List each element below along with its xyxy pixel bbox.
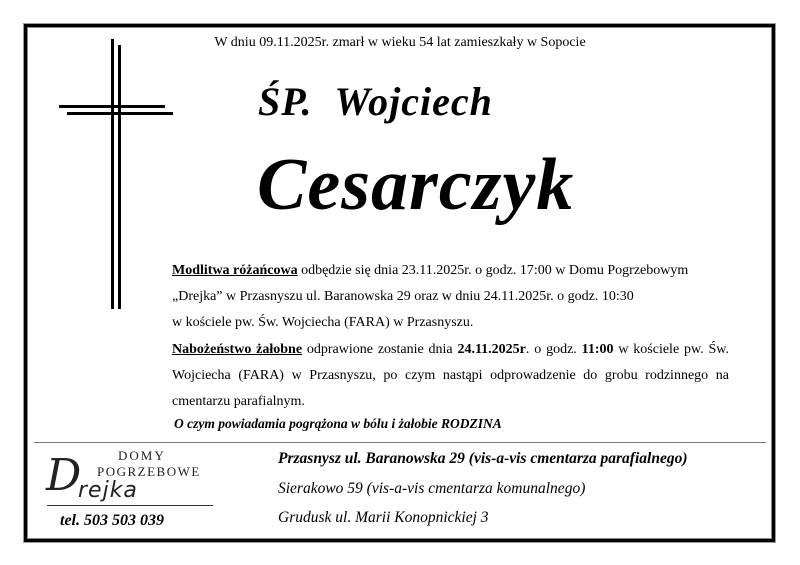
logo-initial: D xyxy=(46,450,82,501)
rosary-paragraph xyxy=(172,258,729,336)
deceased-last-name: Cesarczyk xyxy=(257,144,575,226)
funeral-date: 24.11.2025r xyxy=(457,342,526,357)
logo-pogrzebowe: POGRZEBOWE xyxy=(97,464,201,479)
funeral-text-b: . o godz. xyxy=(525,342,582,357)
funeral-text-c: w kościele pw. Św. Wojciecha (FARA) w Przasnyszu, po czym nastąpi odprowadzenie do grobu rodzinnego na cmentarzu parafialnym. xyxy=(172,342,730,409)
rosary-line-2: „Drejka” w Przasnyszu ul. Baranowska 29 oraz w dniu 24.11.2025r. o godz. 10:30 xyxy=(172,289,634,304)
rosary-label: Modlitwa różańcowa xyxy=(172,263,298,278)
deceased-first-line xyxy=(258,78,493,125)
closing-line: O czym powiadamia pogrążona w bólu i żałobie RODZINA xyxy=(174,416,502,431)
logo-underline xyxy=(47,505,213,506)
address-przasnysz: Przasnysz ul. Baranowska 29 (vis-a-vis cmentarza parafialnego) xyxy=(278,450,688,467)
first-name: Wojciech xyxy=(334,79,493,124)
funeral-text-a: odprawione zostanie dnia xyxy=(302,342,458,357)
address-grudusk: Grudusk ul. Marii Konopnickiej 3 xyxy=(278,509,489,526)
company-phone: tel. 503 503 039 xyxy=(60,512,164,529)
prefix: ŚP. xyxy=(258,79,313,124)
logo-domy: DOMY xyxy=(118,448,166,463)
company-logo xyxy=(44,448,224,510)
divider xyxy=(34,442,766,443)
funeral-label: Nabożeństwo żałobne xyxy=(172,342,303,357)
funeral-time: 11:00 xyxy=(581,342,614,357)
funeral-paragraph xyxy=(172,337,729,415)
logo-name: rejka xyxy=(78,478,138,503)
death-notice-intro: W dniu 09.11.2025r. zmarł w wieku 54 lat zamieszkały w Sopocie xyxy=(214,35,586,50)
rosary-text: odbędzie się dnia 23.11.2025r. o godz. 17:00 w Domu Pogrzebowym xyxy=(297,263,689,278)
address-sierakowo: Sierakowo 59 (vis-a-vis cmentarza komunalnego) xyxy=(278,480,586,497)
rosary-line-3: w kościele pw. Św. Wojciecha (FARA) w Przasnyszu. xyxy=(172,315,474,330)
